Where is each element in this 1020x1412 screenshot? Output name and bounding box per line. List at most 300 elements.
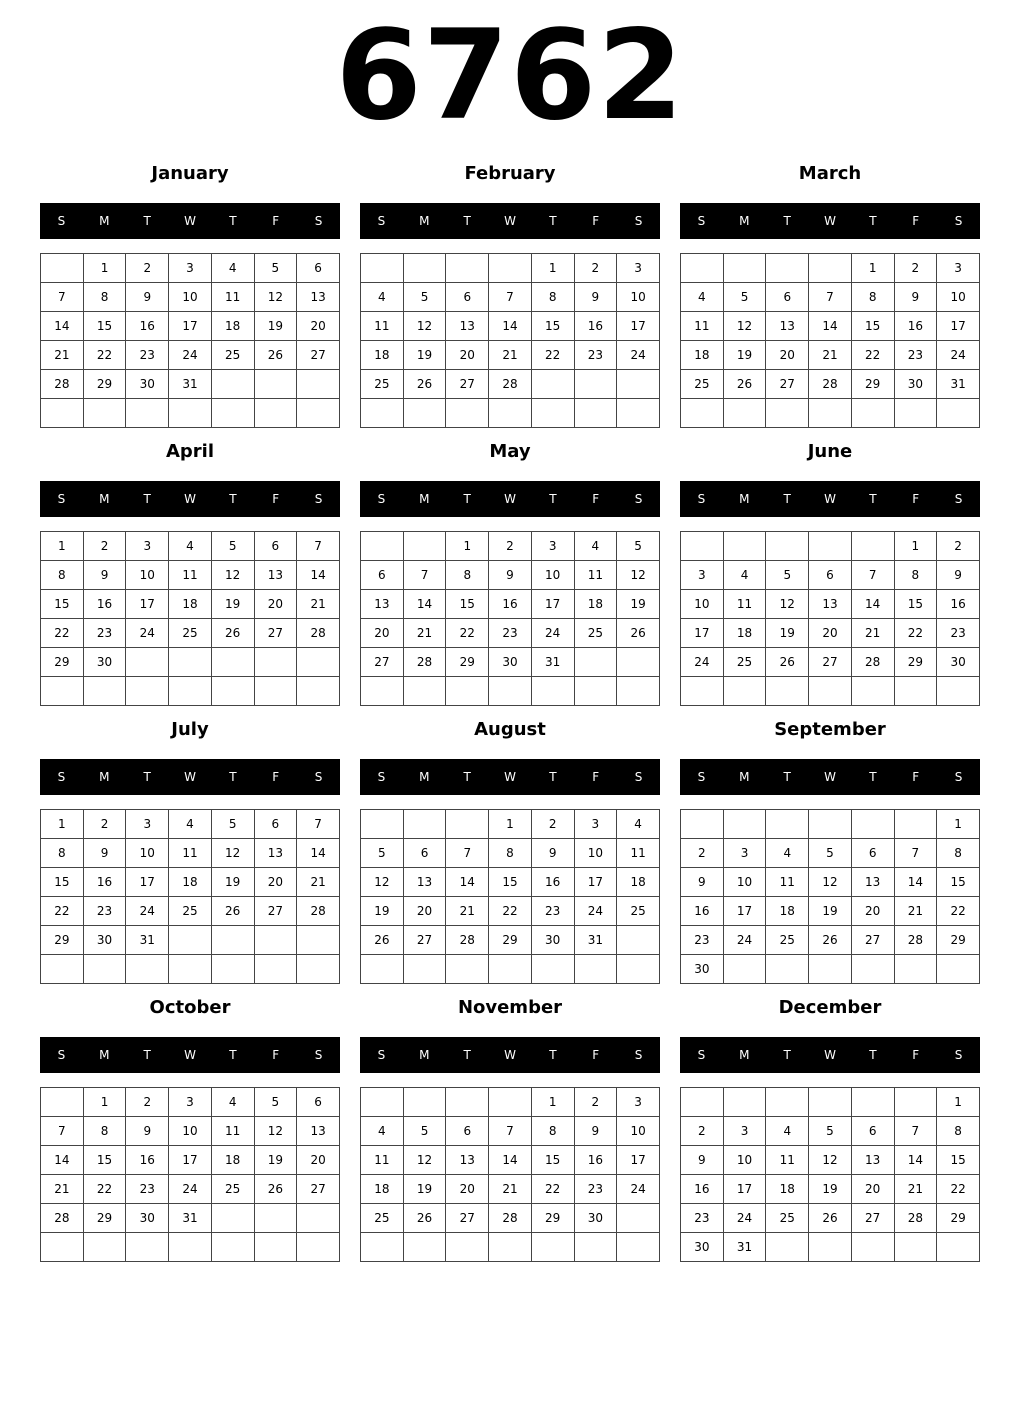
day-cell: 1 bbox=[41, 810, 84, 839]
day-cell: 8 bbox=[894, 561, 937, 590]
weekday-label: S bbox=[954, 214, 963, 228]
day-cell bbox=[809, 254, 852, 283]
day-cell bbox=[894, 1088, 937, 1117]
day-cell: 20 bbox=[851, 897, 894, 926]
weekday-label: M bbox=[419, 770, 430, 784]
day-cell: 2 bbox=[681, 1117, 724, 1146]
day-cell: 14 bbox=[41, 312, 84, 341]
day-cell bbox=[809, 955, 852, 984]
day-cell bbox=[126, 648, 169, 677]
day-cell bbox=[723, 399, 766, 428]
day-cell: 2 bbox=[937, 532, 980, 561]
day-cell: 20 bbox=[297, 1146, 340, 1175]
day-cell: 24 bbox=[681, 648, 724, 677]
week-row bbox=[41, 1088, 340, 1117]
day-cell bbox=[169, 677, 212, 706]
day-cell: 8 bbox=[41, 561, 84, 590]
week-row bbox=[41, 619, 340, 648]
month-name: August bbox=[474, 719, 546, 740]
day-cell: 29 bbox=[894, 648, 937, 677]
day-cell: 26 bbox=[617, 619, 660, 648]
week-row bbox=[681, 839, 980, 868]
weekday-label: M bbox=[739, 770, 750, 784]
weekday-label: T bbox=[229, 770, 237, 784]
day-cell bbox=[766, 810, 809, 839]
day-cell: 5 bbox=[361, 839, 404, 868]
day-cell: 25 bbox=[723, 648, 766, 677]
week-row bbox=[361, 810, 660, 839]
month-name: October bbox=[149, 997, 231, 1018]
day-cell bbox=[126, 677, 169, 706]
day-cell: 16 bbox=[574, 1146, 617, 1175]
day-cell: 17 bbox=[681, 619, 724, 648]
day-cell: 12 bbox=[211, 561, 254, 590]
day-cell: 18 bbox=[723, 619, 766, 648]
week-row bbox=[681, 677, 980, 706]
day-cell bbox=[766, 677, 809, 706]
day-cell bbox=[361, 1088, 404, 1117]
day-cell: 28 bbox=[894, 1204, 937, 1233]
weekday-label: T bbox=[143, 492, 151, 506]
month-february bbox=[360, 159, 660, 421]
day-cell bbox=[41, 399, 84, 428]
weekday-header bbox=[360, 759, 660, 795]
weekday-label: S bbox=[634, 1048, 643, 1062]
day-cell: 9 bbox=[531, 839, 574, 868]
month-march bbox=[680, 159, 980, 421]
day-cell: 10 bbox=[126, 561, 169, 590]
week-row bbox=[681, 1088, 980, 1117]
weekday-label: W bbox=[504, 1048, 516, 1062]
day-cell bbox=[809, 1088, 852, 1117]
day-cell: 12 bbox=[809, 868, 852, 897]
day-cell bbox=[617, 1233, 660, 1262]
day-cell: 6 bbox=[361, 561, 404, 590]
day-cell: 18 bbox=[211, 1146, 254, 1175]
day-cell bbox=[489, 254, 532, 283]
day-cell bbox=[809, 677, 852, 706]
day-cell: 11 bbox=[723, 590, 766, 619]
day-cell bbox=[531, 955, 574, 984]
day-cell: 5 bbox=[617, 532, 660, 561]
day-cell bbox=[211, 677, 254, 706]
day-cell bbox=[211, 955, 254, 984]
day-cell bbox=[681, 677, 724, 706]
day-cell: 4 bbox=[681, 283, 724, 312]
day-cell: 1 bbox=[446, 532, 489, 561]
day-cell: 7 bbox=[297, 810, 340, 839]
day-cell: 29 bbox=[446, 648, 489, 677]
day-cell: 14 bbox=[297, 561, 340, 590]
day-cell: 24 bbox=[937, 341, 980, 370]
day-cell: 12 bbox=[211, 839, 254, 868]
day-cell: 11 bbox=[766, 868, 809, 897]
day-grid bbox=[360, 809, 660, 984]
day-cell: 21 bbox=[851, 619, 894, 648]
weekday-label: T bbox=[229, 492, 237, 506]
weekday-label: T bbox=[549, 214, 557, 228]
weekday-label: S bbox=[697, 492, 706, 506]
day-cell: 21 bbox=[894, 897, 937, 926]
day-cell bbox=[489, 677, 532, 706]
day-cell: 28 bbox=[446, 926, 489, 955]
day-cell bbox=[297, 677, 340, 706]
weekday-label: W bbox=[824, 1048, 836, 1062]
weekday-label: M bbox=[739, 1048, 750, 1062]
day-cell bbox=[361, 532, 404, 561]
day-cell: 20 bbox=[254, 868, 297, 897]
day-cell bbox=[766, 532, 809, 561]
day-cell bbox=[617, 648, 660, 677]
month-may bbox=[360, 437, 660, 699]
day-cell bbox=[531, 1233, 574, 1262]
week-row bbox=[41, 590, 340, 619]
day-cell: 9 bbox=[937, 561, 980, 590]
day-cell: 12 bbox=[809, 1146, 852, 1175]
weekday-label: M bbox=[99, 214, 110, 228]
week-row bbox=[361, 283, 660, 312]
day-cell: 21 bbox=[403, 619, 446, 648]
day-cell: 8 bbox=[937, 1117, 980, 1146]
day-cell bbox=[809, 810, 852, 839]
day-grid bbox=[680, 253, 980, 428]
day-cell: 14 bbox=[489, 1146, 532, 1175]
day-cell: 15 bbox=[894, 590, 937, 619]
day-cell: 7 bbox=[809, 283, 852, 312]
day-cell: 30 bbox=[681, 1233, 724, 1262]
weekday-label: S bbox=[314, 492, 323, 506]
weekday-label: T bbox=[783, 214, 791, 228]
day-cell: 29 bbox=[937, 1204, 980, 1233]
week-row bbox=[681, 561, 980, 590]
day-cell bbox=[169, 399, 212, 428]
week-row bbox=[41, 1175, 340, 1204]
week-row bbox=[681, 955, 980, 984]
day-cell bbox=[297, 648, 340, 677]
week-row bbox=[681, 810, 980, 839]
day-cell: 17 bbox=[531, 590, 574, 619]
day-cell: 24 bbox=[723, 926, 766, 955]
day-cell bbox=[211, 1233, 254, 1262]
day-cell: 15 bbox=[531, 1146, 574, 1175]
weekday-label: M bbox=[739, 214, 750, 228]
day-cell bbox=[723, 810, 766, 839]
day-cell: 25 bbox=[766, 926, 809, 955]
month-name: September bbox=[774, 719, 886, 740]
day-cell: 25 bbox=[361, 1204, 404, 1233]
day-cell: 22 bbox=[41, 619, 84, 648]
week-row bbox=[41, 283, 340, 312]
day-cell bbox=[169, 955, 212, 984]
day-cell bbox=[766, 955, 809, 984]
day-cell: 13 bbox=[766, 312, 809, 341]
day-cell: 18 bbox=[361, 1175, 404, 1204]
day-cell: 6 bbox=[297, 1088, 340, 1117]
day-cell: 26 bbox=[809, 926, 852, 955]
day-cell: 15 bbox=[83, 1146, 126, 1175]
week-row bbox=[41, 839, 340, 868]
day-cell: 15 bbox=[937, 1146, 980, 1175]
day-cell bbox=[937, 677, 980, 706]
day-grid bbox=[680, 531, 980, 706]
day-cell: 17 bbox=[937, 312, 980, 341]
day-cell: 16 bbox=[83, 590, 126, 619]
day-cell: 4 bbox=[211, 254, 254, 283]
day-cell bbox=[766, 1233, 809, 1262]
day-cell bbox=[403, 399, 446, 428]
day-cell: 12 bbox=[254, 283, 297, 312]
day-cell: 10 bbox=[531, 561, 574, 590]
day-cell: 20 bbox=[403, 897, 446, 926]
day-cell bbox=[937, 955, 980, 984]
weekday-label: M bbox=[99, 492, 110, 506]
day-cell: 18 bbox=[574, 590, 617, 619]
weekday-label: T bbox=[869, 770, 877, 784]
day-cell bbox=[83, 955, 126, 984]
week-row bbox=[41, 810, 340, 839]
day-cell: 8 bbox=[851, 283, 894, 312]
day-cell: 19 bbox=[617, 590, 660, 619]
weekday-label: T bbox=[143, 770, 151, 784]
weekday-label: S bbox=[314, 770, 323, 784]
day-cell: 21 bbox=[41, 1175, 84, 1204]
week-row bbox=[361, 1204, 660, 1233]
day-cell: 31 bbox=[169, 1204, 212, 1233]
day-cell: 20 bbox=[446, 1175, 489, 1204]
day-grid bbox=[680, 1087, 980, 1262]
weekday-label: F bbox=[592, 770, 600, 784]
week-row bbox=[361, 839, 660, 868]
day-cell: 31 bbox=[723, 1233, 766, 1262]
day-cell: 21 bbox=[894, 1175, 937, 1204]
weekday-header bbox=[40, 759, 340, 795]
weekday-label: F bbox=[272, 770, 280, 784]
day-cell: 25 bbox=[169, 897, 212, 926]
day-cell: 10 bbox=[681, 590, 724, 619]
day-cell: 23 bbox=[574, 341, 617, 370]
weekday-header bbox=[360, 481, 660, 517]
week-row bbox=[361, 897, 660, 926]
month-name: February bbox=[464, 163, 556, 184]
month-name: July bbox=[171, 719, 209, 740]
day-cell: 2 bbox=[681, 839, 724, 868]
week-row bbox=[41, 341, 340, 370]
day-cell bbox=[809, 532, 852, 561]
weekday-label: M bbox=[99, 770, 110, 784]
day-cell: 18 bbox=[681, 341, 724, 370]
day-cell: 14 bbox=[894, 868, 937, 897]
weekday-header bbox=[40, 203, 340, 239]
day-cell: 24 bbox=[617, 1175, 660, 1204]
day-cell: 16 bbox=[489, 590, 532, 619]
day-cell: 31 bbox=[126, 926, 169, 955]
year-title: 6762 bbox=[335, 4, 685, 148]
day-cell bbox=[361, 955, 404, 984]
day-cell: 22 bbox=[41, 897, 84, 926]
weekday-label: T bbox=[783, 492, 791, 506]
day-cell: 9 bbox=[894, 283, 937, 312]
weekday-label: T bbox=[463, 1048, 471, 1062]
day-cell: 23 bbox=[681, 1204, 724, 1233]
day-cell bbox=[851, 955, 894, 984]
day-cell: 8 bbox=[41, 839, 84, 868]
day-cell bbox=[894, 399, 937, 428]
day-cell: 9 bbox=[83, 839, 126, 868]
day-cell: 26 bbox=[809, 1204, 852, 1233]
day-cell: 14 bbox=[489, 312, 532, 341]
day-cell: 5 bbox=[809, 839, 852, 868]
day-grid bbox=[40, 253, 340, 428]
day-cell: 23 bbox=[489, 619, 532, 648]
day-cell: 1 bbox=[894, 532, 937, 561]
day-cell: 21 bbox=[297, 868, 340, 897]
day-cell: 13 bbox=[297, 283, 340, 312]
day-cell bbox=[446, 677, 489, 706]
day-grid bbox=[40, 809, 340, 984]
day-cell: 22 bbox=[937, 897, 980, 926]
day-cell: 12 bbox=[403, 312, 446, 341]
day-cell: 10 bbox=[126, 839, 169, 868]
day-cell: 11 bbox=[361, 312, 404, 341]
day-cell: 19 bbox=[211, 590, 254, 619]
day-cell: 5 bbox=[254, 1088, 297, 1117]
day-cell: 16 bbox=[126, 1146, 169, 1175]
day-cell: 28 bbox=[809, 370, 852, 399]
week-row bbox=[361, 370, 660, 399]
weekday-header bbox=[680, 203, 980, 239]
day-cell: 19 bbox=[254, 312, 297, 341]
day-cell: 17 bbox=[574, 868, 617, 897]
weekday-label: T bbox=[143, 214, 151, 228]
week-row bbox=[361, 254, 660, 283]
day-cell bbox=[41, 254, 84, 283]
week-row bbox=[361, 561, 660, 590]
day-cell: 12 bbox=[403, 1146, 446, 1175]
day-cell: 6 bbox=[254, 810, 297, 839]
weekday-label: F bbox=[272, 1048, 280, 1062]
month-august bbox=[360, 715, 660, 977]
day-cell: 5 bbox=[211, 810, 254, 839]
day-cell bbox=[254, 926, 297, 955]
week-row bbox=[361, 312, 660, 341]
day-cell: 31 bbox=[169, 370, 212, 399]
week-row bbox=[681, 370, 980, 399]
day-cell: 6 bbox=[766, 283, 809, 312]
day-cell: 22 bbox=[531, 1175, 574, 1204]
day-cell bbox=[169, 1233, 212, 1262]
weekday-label: S bbox=[954, 1048, 963, 1062]
day-cell: 9 bbox=[126, 283, 169, 312]
week-row bbox=[41, 1204, 340, 1233]
day-cell: 13 bbox=[809, 590, 852, 619]
day-cell: 4 bbox=[723, 561, 766, 590]
day-cell bbox=[403, 810, 446, 839]
day-cell bbox=[83, 677, 126, 706]
day-cell bbox=[126, 399, 169, 428]
day-cell: 9 bbox=[126, 1117, 169, 1146]
weekday-label: T bbox=[143, 1048, 151, 1062]
day-cell: 3 bbox=[617, 254, 660, 283]
week-row bbox=[681, 532, 980, 561]
day-cell bbox=[851, 532, 894, 561]
day-cell bbox=[169, 926, 212, 955]
day-cell: 15 bbox=[937, 868, 980, 897]
weekday-label: M bbox=[419, 492, 430, 506]
week-row bbox=[361, 1117, 660, 1146]
day-cell: 24 bbox=[169, 1175, 212, 1204]
week-row bbox=[681, 868, 980, 897]
day-cell: 5 bbox=[809, 1117, 852, 1146]
weekday-label: F bbox=[912, 492, 920, 506]
day-cell: 21 bbox=[297, 590, 340, 619]
day-cell: 24 bbox=[617, 341, 660, 370]
day-cell: 11 bbox=[766, 1146, 809, 1175]
day-cell: 18 bbox=[766, 897, 809, 926]
day-cell: 1 bbox=[83, 1088, 126, 1117]
day-cell: 27 bbox=[766, 370, 809, 399]
day-cell: 7 bbox=[403, 561, 446, 590]
day-cell: 2 bbox=[83, 810, 126, 839]
day-cell: 17 bbox=[126, 590, 169, 619]
weekday-label: S bbox=[697, 1048, 706, 1062]
day-cell: 9 bbox=[681, 868, 724, 897]
day-cell: 10 bbox=[574, 839, 617, 868]
day-cell: 31 bbox=[531, 648, 574, 677]
day-cell: 27 bbox=[809, 648, 852, 677]
day-cell bbox=[211, 1204, 254, 1233]
day-cell bbox=[254, 399, 297, 428]
month-name: December bbox=[778, 997, 882, 1018]
day-cell: 30 bbox=[681, 955, 724, 984]
day-cell: 2 bbox=[574, 254, 617, 283]
day-cell: 27 bbox=[254, 897, 297, 926]
weekday-label: S bbox=[634, 770, 643, 784]
day-cell bbox=[617, 926, 660, 955]
day-cell: 18 bbox=[617, 868, 660, 897]
weekday-header bbox=[360, 1037, 660, 1073]
day-cell bbox=[403, 677, 446, 706]
day-cell: 26 bbox=[254, 341, 297, 370]
week-row bbox=[681, 1117, 980, 1146]
day-cell: 5 bbox=[403, 283, 446, 312]
weekday-label: S bbox=[314, 214, 323, 228]
day-cell: 28 bbox=[489, 370, 532, 399]
day-cell bbox=[41, 955, 84, 984]
day-cell bbox=[361, 677, 404, 706]
day-cell: 19 bbox=[723, 341, 766, 370]
day-cell: 26 bbox=[403, 1204, 446, 1233]
day-cell: 1 bbox=[83, 254, 126, 283]
day-cell: 17 bbox=[169, 312, 212, 341]
weekday-label: W bbox=[184, 1048, 196, 1062]
month-june bbox=[680, 437, 980, 699]
week-row bbox=[681, 1175, 980, 1204]
weekday-label: T bbox=[229, 214, 237, 228]
day-cell: 27 bbox=[361, 648, 404, 677]
day-cell: 3 bbox=[531, 532, 574, 561]
day-cell bbox=[531, 370, 574, 399]
week-row bbox=[361, 1088, 660, 1117]
day-cell: 30 bbox=[574, 1204, 617, 1233]
day-cell: 16 bbox=[681, 1175, 724, 1204]
weekday-label: S bbox=[377, 1048, 386, 1062]
day-cell: 6 bbox=[297, 254, 340, 283]
weekday-header bbox=[360, 203, 660, 239]
day-cell: 6 bbox=[446, 1117, 489, 1146]
weekday-label: S bbox=[634, 214, 643, 228]
day-cell: 13 bbox=[254, 839, 297, 868]
weekday-label: T bbox=[549, 1048, 557, 1062]
